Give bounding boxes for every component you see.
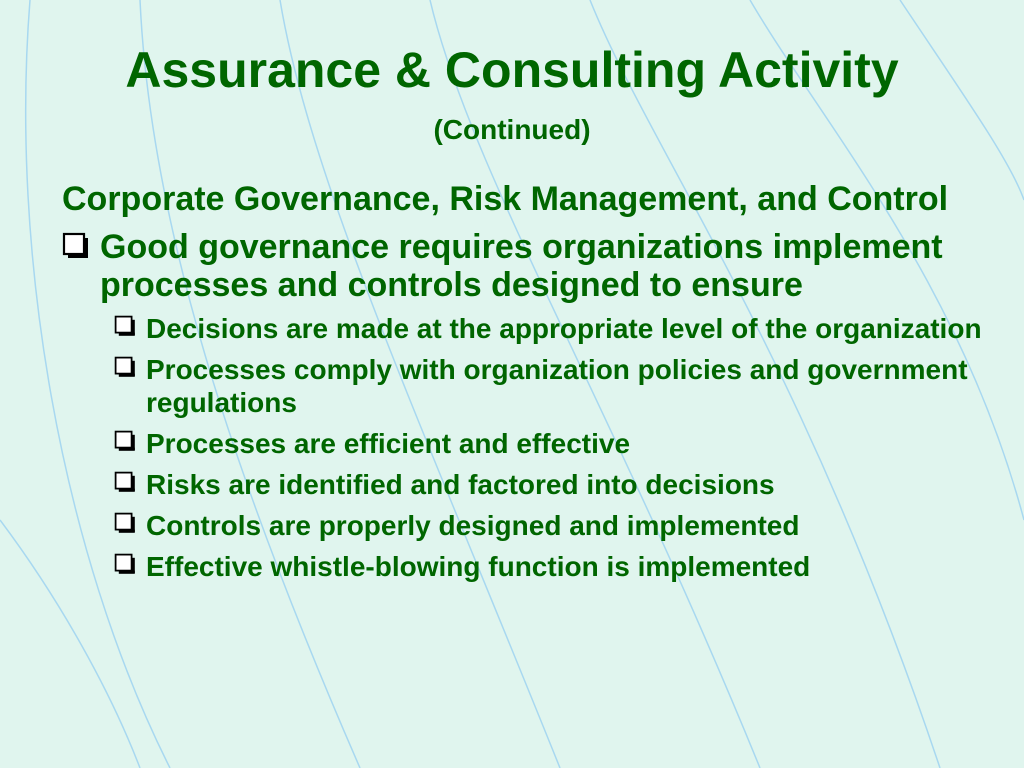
sub-bullet-point [114, 353, 982, 419]
sub-bullet-text: Controls are properly designed and implemented [146, 510, 800, 541]
slide-subtitle: (Continued) [433, 114, 591, 145]
sub-bullet-point [114, 427, 982, 460]
sub-bullet-text: Risks are identified and factored into decisions [146, 469, 775, 500]
hollow-square-bullet-icon [114, 509, 138, 543]
slide-title: Assurance & Consulting Activity [125, 42, 899, 98]
hollow-square-bullet-icon [114, 468, 138, 502]
hollow-square-bullet-icon [114, 312, 138, 346]
hollow-square-bullet-icon [62, 228, 92, 270]
sub-bullet-text: Decisions are made at the appropriate level of the organization [146, 313, 982, 344]
slide-body [62, 180, 982, 583]
sub-bullet-point [114, 468, 982, 501]
sub-bullet-point [114, 509, 982, 542]
sub-bullet-text: Effective whistle-blowing function is implemented [146, 551, 811, 582]
hollow-square-bullet-icon [114, 427, 138, 461]
sub-bullet-point [114, 312, 982, 345]
sub-bullet-point [114, 550, 982, 583]
hollow-square-bullet-icon [114, 353, 138, 387]
sub-bullet-text: Processes are efficient and effective [146, 428, 631, 459]
section-heading: Corporate Governance, Risk Management, and Control [62, 180, 949, 218]
sub-bullet-text: Processes comply with organization policies and government regulations [146, 354, 968, 418]
main-bullet-point [62, 228, 982, 304]
main-bullet-text: Good governance requires organizations implement processes and controls designed to ensure [100, 228, 943, 304]
hollow-square-bullet-icon [114, 550, 138, 584]
